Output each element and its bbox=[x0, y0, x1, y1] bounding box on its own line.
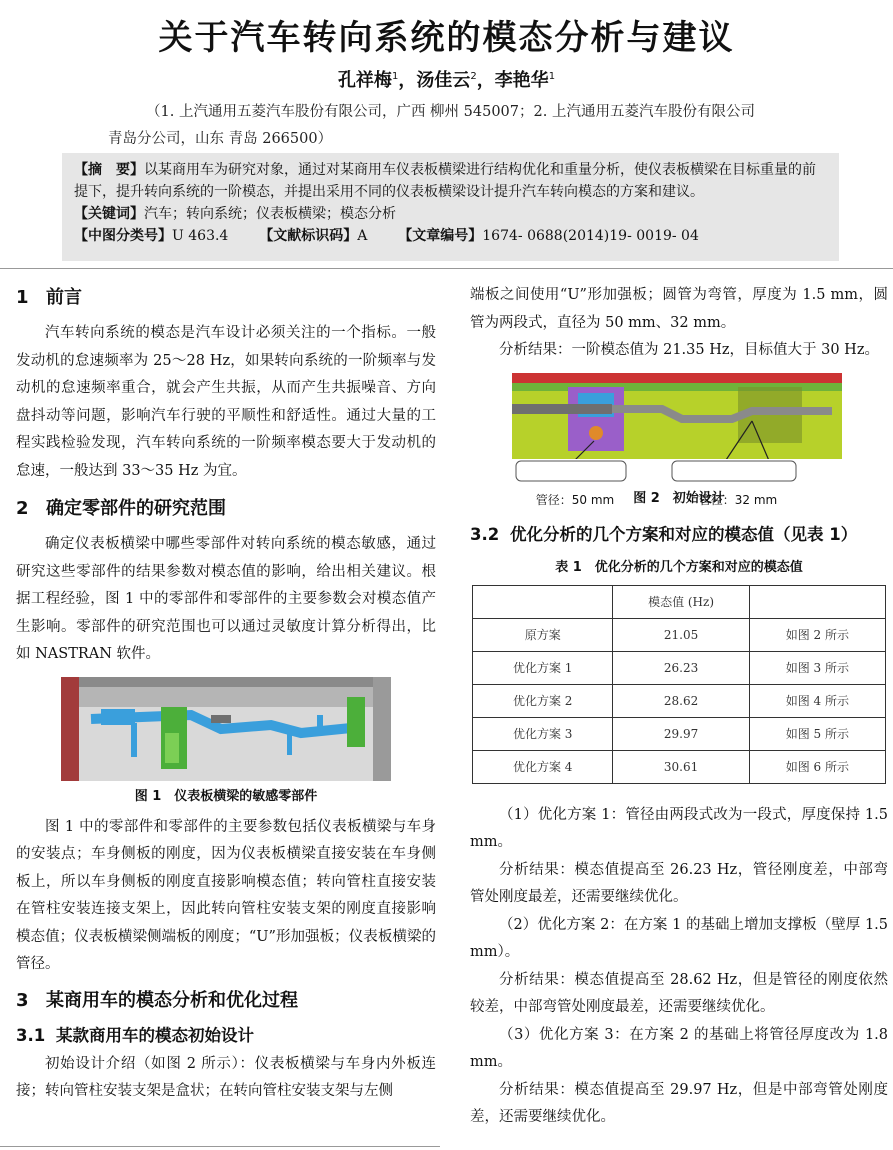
table-cell: 如图 5 所示 bbox=[749, 717, 885, 750]
section-number: 2 bbox=[16, 498, 29, 519]
table-header-row bbox=[473, 585, 886, 618]
right-column bbox=[470, 282, 888, 1132]
doc-code-label: 【文献标识码】 bbox=[259, 228, 358, 244]
table-cell: 如图 4 所示 bbox=[749, 684, 885, 717]
subsection-3-2-heading bbox=[470, 520, 888, 550]
section-3-heading bbox=[16, 985, 436, 1017]
figure-2-caption: 图 2 初始设计 bbox=[633, 490, 725, 506]
section-number: 3 bbox=[16, 989, 29, 1011]
clc-value: U 463.4 bbox=[172, 228, 229, 244]
section-3-1-paragraph: 初始设计介绍（如图 2 所示）：仪表板横梁与车身内外板连接；转向管柱安装支架是盒状；在转向管柱安装支架与左侧 bbox=[16, 1055, 436, 1099]
section-3-1-paragraph-continued: 端板之间使用“U”形加强板；圆管为弯管，厚度为 1.5 mm，圆管为两段式，直径为 50 mm、32 mm。 bbox=[470, 287, 888, 331]
figure-2-image bbox=[512, 373, 842, 483]
subsection-title: 优化分析的几个方案和对应的模态值（见表 1） bbox=[510, 524, 858, 544]
author-sep: ， bbox=[398, 70, 417, 91]
doc-code-value: A bbox=[357, 228, 368, 244]
table-cell: 原方案 bbox=[473, 618, 613, 651]
table-1-caption: 表 1 优化分析的几个方案和对应的模态值 bbox=[555, 559, 803, 575]
subsection-title: 某款商用车的模态初始设计 bbox=[56, 1025, 254, 1045]
abstract-text: 以某商用车为研究对象，通过对某商用车仪表板横梁进行结构优化和重量分析，使仪表板横梁在目标重量的前提下，提升转向系统的一阶模态，并提出采用不同的仪表板横梁设计提升汽车转向模态的方案和建议。 bbox=[74, 162, 816, 200]
table-row bbox=[473, 651, 886, 684]
table-cell: 如图 6 所示 bbox=[749, 750, 885, 783]
section-title: 确定零部件的研究范围 bbox=[46, 498, 226, 519]
footer-divider bbox=[0, 1146, 440, 1147]
table-cell: 如图 3 所示 bbox=[749, 651, 885, 684]
author-3: 李艳华 bbox=[494, 70, 549, 91]
keywords-text: 汽车；转向系统；仪表板横梁；模态分析 bbox=[144, 206, 396, 222]
figure-2-label-32mm: 管径：32 mm bbox=[698, 493, 778, 507]
optimization-1-result: 分析结果：模态值提高至 26.23 Hz，管径刚度差，中部弯管处刚度最差，还需要继续优化。 bbox=[470, 861, 888, 905]
table-cell: 30.61 bbox=[613, 750, 749, 783]
author-list bbox=[0, 66, 893, 92]
table-cell: 优化方案 2 bbox=[473, 684, 613, 717]
left-column bbox=[16, 282, 436, 1106]
section-2-heading bbox=[16, 493, 436, 525]
header-divider bbox=[0, 268, 893, 269]
table-row bbox=[473, 618, 886, 651]
affiliation-line-2: 青岛分公司，山东 青岛 266500） bbox=[108, 131, 333, 147]
section-1-heading bbox=[16, 282, 436, 314]
keywords-label: 【关键词】 bbox=[74, 206, 144, 222]
table-row bbox=[473, 684, 886, 717]
keywords bbox=[74, 203, 827, 225]
table-cell: 26.23 bbox=[613, 651, 749, 684]
table-row bbox=[473, 750, 886, 783]
table-cell: 如图 2 所示 bbox=[749, 618, 885, 651]
author-2: 汤佳云 bbox=[416, 70, 471, 91]
affiliation-line-1: （1. 上汽通用五菱汽车股份有限公司，广西 柳州 545007；2. 上汽通用五菱汽车股份有限公司 bbox=[146, 104, 755, 120]
section-2-paragraph-2: 图 1 中的零部件和零部件的主要参数包括仪表板横梁与车身的安装点；车身侧板的刚度，因为仪表板横梁直接安装在车身侧板上，所以车身侧板的刚度直接影响模态值；转向管柱直接安装在管柱安装连接支架上，因此转向管柱安装支架的刚度直接影响模态值；仪表板横梁侧端板的刚度；“U”形加强板；仪表板横梁的管径。 bbox=[16, 818, 436, 972]
subsection-number: 3.2 bbox=[470, 524, 500, 544]
analysis-result-initial: 分析结果：一阶模态值为 21.35 Hz，目标值大于 30 Hz。 bbox=[499, 342, 879, 358]
optimization-2-result: 分析结果：模态值提高至 28.62 Hz，但是管径的刚度依然较差，中部弯管处刚度最差，还需要继续优化。 bbox=[470, 971, 888, 1015]
table-header-cell: 模态值 (Hz) bbox=[613, 585, 749, 618]
subsection-number: 3.1 bbox=[16, 1025, 46, 1045]
subsection-3-1-heading bbox=[16, 1021, 436, 1051]
table-cell: 29.97 bbox=[613, 717, 749, 750]
optimization-1: （1）优化方案 1：管径由两段式改为一段式，厚度保持 1.5 mm。 bbox=[470, 806, 888, 850]
clc-label: 【中图分类号】 bbox=[74, 228, 172, 244]
table-1 bbox=[472, 585, 886, 784]
table-cell: 28.62 bbox=[613, 684, 749, 717]
figure-2-label-50mm: 管径：50 mm bbox=[535, 493, 615, 507]
table-row bbox=[473, 717, 886, 750]
optimization-2: （2）优化方案 2：在方案 1 的基础上增加支撑板（壁厚 1.5 mm）。 bbox=[470, 916, 888, 960]
article-no-value: 1674- 0688(2014)19- 0019- 04 bbox=[482, 228, 699, 244]
table-cell: 优化方案 1 bbox=[473, 651, 613, 684]
section-number: 1 bbox=[16, 287, 29, 308]
author-3-affil: 1 bbox=[548, 71, 556, 82]
classification-line bbox=[74, 225, 827, 247]
optimization-3-result: 分析结果：模态值提高至 29.97 Hz，但是中部弯管处刚度差，还需要继续优化。 bbox=[470, 1081, 888, 1125]
paper-title: 关于汽车转向系统的模态分析与建议 bbox=[158, 18, 735, 58]
author-1-affil: 1 bbox=[391, 71, 399, 82]
table-header-cell bbox=[749, 585, 885, 618]
table-header-cell bbox=[473, 585, 613, 618]
abstract-box bbox=[62, 153, 839, 261]
author-2-affil: 2 bbox=[470, 71, 477, 82]
optimization-3: （3）优化方案 3：在方案 2 的基础上将管径厚度改为 1.8 mm。 bbox=[470, 1026, 888, 1070]
author-1: 孔祥梅 bbox=[337, 70, 392, 91]
section-title: 某商用车的模态分析和优化过程 bbox=[46, 989, 298, 1011]
table-cell: 优化方案 4 bbox=[473, 750, 613, 783]
section-1-paragraph: 汽车转向系统的模态是汽车设计必须关注的一个指标。一般发动机的怠速频率为 25～28 Hz，如果转向系统的一阶频率与发动机的怠速频率重合，就会产生共振，从而产生共振噪音、方向盘抖动等问题，影响汽车行驶的平顺性和舒适性。通过大量的工程实践检验发现，汽车转向系统的一阶频率模态要大于发动机的怠速，一般达到 33～35 Hz 为宜。 bbox=[16, 325, 436, 479]
article-no-label: 【文章编号】 bbox=[398, 228, 483, 244]
table-cell: 21.05 bbox=[613, 618, 749, 651]
abstract bbox=[74, 159, 827, 203]
abstract-label: 【摘 要】 bbox=[74, 162, 144, 178]
figure-1-caption: 图 1 仪表板横梁的敏感零部件 bbox=[134, 788, 318, 804]
section-2-paragraph-1: 确定仪表板横梁中哪些零部件对转向系统的模态敏感，通过研究这些零部件的结果参数对模态值的影响，给出相关建议。根据工程经验，图 1 中的零部件和零部件的主要参数会对模态值产生影响。零部件的研究范围也可以通过灵敏度计算分析得出，比如 NASTRAN 软件。 bbox=[16, 536, 436, 662]
figure-1-image bbox=[61, 677, 391, 781]
author-sep: ， bbox=[476, 70, 495, 91]
table-cell: 优化方案 3 bbox=[473, 717, 613, 750]
section-title: 前言 bbox=[46, 287, 82, 308]
